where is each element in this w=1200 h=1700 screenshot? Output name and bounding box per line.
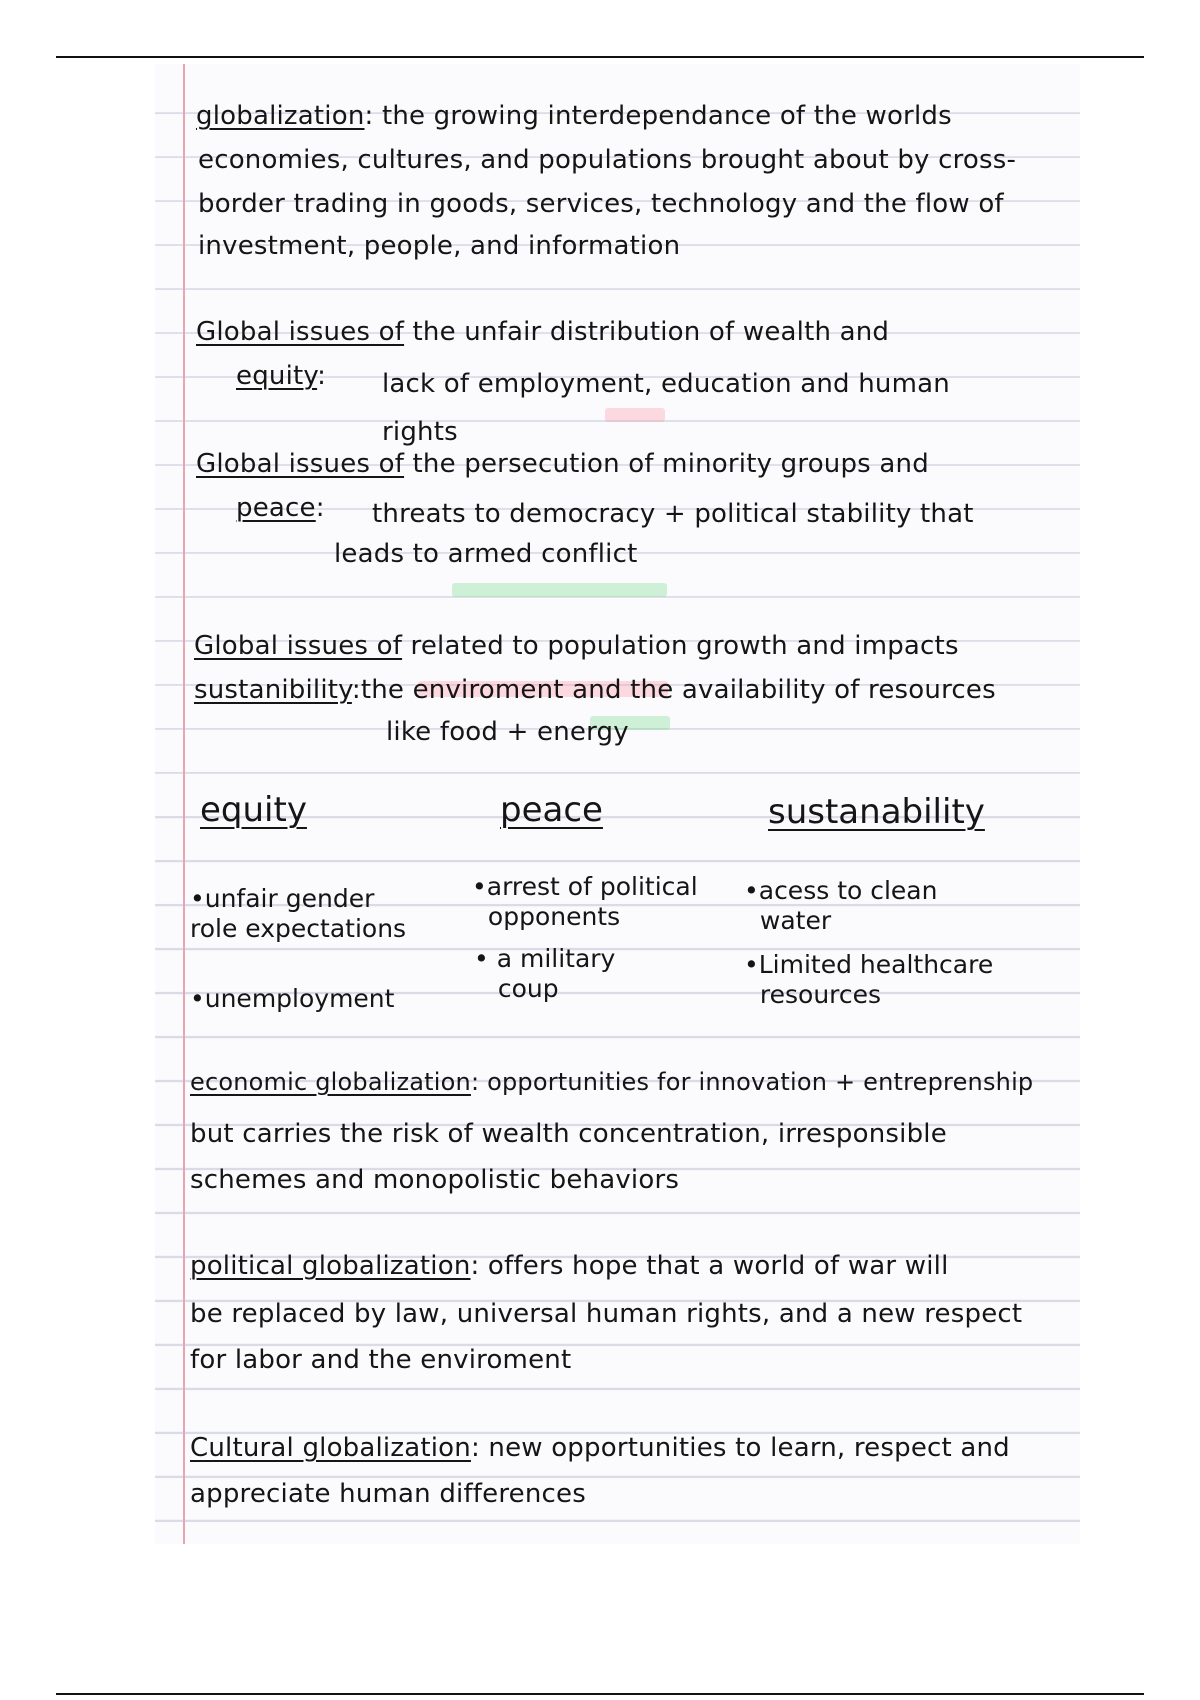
equity-item-1: •unfair gender role expectations [190,884,407,943]
margin-line [183,64,185,1544]
column-heading-peace: peace [500,790,603,830]
equity-issue-line2: lack of employment, education and human rights [382,369,959,447]
equity-issue-line1: the unfair distribution of wealth and [404,317,890,347]
economic-globalization [190,1058,1070,1106]
equity-item-2: •unemployment [190,984,395,1013]
globalization-sep: : [364,101,374,131]
globalization-definition [196,92,1056,140]
sustainability-issue-line1: related to population growth and impacts [402,631,959,661]
cultural-term: Cultural globalization [190,1433,471,1463]
equity-issue-sep: : [317,361,327,391]
peace-issue-line1: the persecution of minority groups and [404,449,929,479]
globalization-line2: economies, cultures, and populations brought about by cross- [198,145,1017,175]
column-heading-equity: equity [200,790,307,830]
cultural-line2: appreciate human differences [190,1479,586,1509]
sustainability-item-1: •acess to clean water [744,876,938,935]
bottom-rule [56,1693,1144,1695]
peace-item-1: •arrest of political opponents [472,872,698,931]
political-line2: be replaced by law, universal human rights, and a new respect [190,1299,1023,1329]
economic-term: economic globalization [190,1068,471,1096]
economic-line3: schemes and monopolistic behaviors [190,1165,680,1195]
peace-item-2: • a military coup [474,944,616,1003]
equity-issue-term-b: equity [236,361,318,391]
sustainability-issue-sep: : [351,675,361,705]
sustainability-issue-line3: like food + energy [386,717,629,747]
economic-line1: opportunities for innovation + entreprenship [479,1068,1034,1096]
economic-line2: but carries the risk of wealth concentration, irresponsible [190,1119,947,1149]
sustainability-item-2: •Limited healthcare resources [744,950,994,1009]
peace-issue-heading [196,440,1056,488]
equity-issue-heading [196,308,1056,356]
equity-issue-term: Global issues of [196,317,405,347]
sustainability-issue-term: Global issues of [194,631,403,661]
cultural-globalization [190,1424,1070,1472]
economic-sep: : [470,1068,480,1096]
green-highlight-mark [452,583,667,597]
political-globalization [190,1242,1070,1290]
cultural-line1: new opportunities to learn, respect and [479,1433,1010,1463]
sustainability-issue-label [194,666,1054,714]
globalization-line1: the growing interdependance of the worlds [373,101,952,131]
peace-issue-term-b: peace [236,493,316,523]
globalization-term: globalization [196,101,365,131]
peace-issue-sep: : [315,493,325,523]
column-heading-sustainability: sustanability [768,792,985,832]
globalization-line3: border trading in goods, services, technology and the flow of [198,189,1004,219]
political-line3: for labor and the enviroment [190,1345,572,1375]
sustainability-issue-heading [194,622,1054,670]
sustainability-issue-term-b: sustanibility [194,675,352,705]
top-rule [56,56,1144,58]
cultural-sep: : [470,1433,480,1463]
sustainability-issue-line2: the enviroment and the availability of resources [360,675,996,705]
peace-issue-line2: threats to democracy + political stability that [372,499,974,529]
political-sep: : [470,1251,480,1281]
political-term: political globalization [190,1251,471,1281]
globalization-line4: investment, people, and information [198,231,681,261]
peace-issue-line3: leads to armed conflict [334,539,638,569]
peace-issue-term: Global issues of [196,449,405,479]
political-line1: offers hope that a world of war will [479,1251,949,1281]
